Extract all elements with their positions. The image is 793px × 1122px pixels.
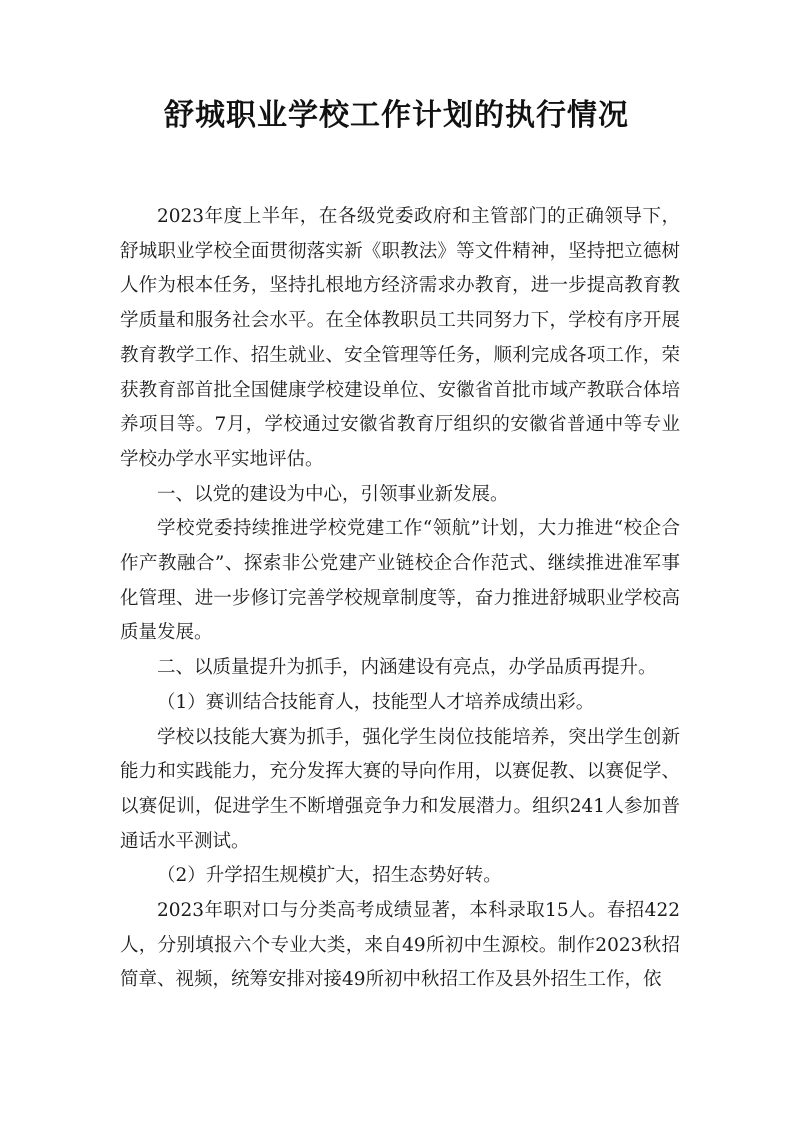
document-body	[120, 200, 680, 998]
subheading-skills-training: （1）赛训结合技能育人，技能型人才培养成绩出彩。	[157, 691, 595, 713]
document-title: 舒城职业学校工作计划的执行情况	[164, 98, 629, 133]
paragraph-party-building: 学校党委持续推进学校党建工作“领航”计划，大力推进“校企合作产教融合”、探索非公党建产业链校企合作范式、继续推进准军事化管理、进一步修订完善学校规章制度等，奋力推进舒城职业学校高质量发展。	[120, 518, 680, 644]
paragraph-intro: 2023年度上半年，在各级党委政府和主管部门的正确领导下，舒城职业学校全面贯彻落实新《职教法》等文件精神，坚持把立德树人作为根本任务，坚持扎根地方经济需求办教育，进一步提高教育教学质量和服务社会水平。在全体教职员工共同努力下，学校有序开展教育教学工作、招生就业、安全管理等任务，顺利完成各项工作，荣获教育部首批全国健康学校建设单位、安徽省首批市域产教联合体培养项目等。7月，学校通过安徽省教育厅组织的安徽省普通中等专业学校办学水平实地评估。	[120, 206, 680, 470]
section-heading-quality: 二、以质量提升为抓手，内涵建设有亮点，办学品质再提升。	[157, 657, 657, 679]
section-heading-party-building: 一、以党的建设为中心，引领事业新发展。	[157, 483, 509, 505]
paragraph-skills-training: 学校以技能大赛为抓手，强化学生岗位技能培养，突出学生创新能力和实践能力，充分发挥大赛的导向作用，以赛促教、以赛促学、以赛促训，促进学生不断增强竞争力和发展潜力。组织241人参加普通话水平测试。	[120, 726, 680, 852]
paragraph-enrollment: 2023年职对口与分类高考成绩显著，本科录取15人。春招422人，分别填报六个专业大类，来自49所初中生源校。制作2023秋招简章、视频，统筹安排对接49所初中秋招工作及县外招生工作，依	[120, 900, 680, 991]
subheading-enrollment: （2）升学招生规模扩大，招生态势好转。	[157, 865, 502, 887]
